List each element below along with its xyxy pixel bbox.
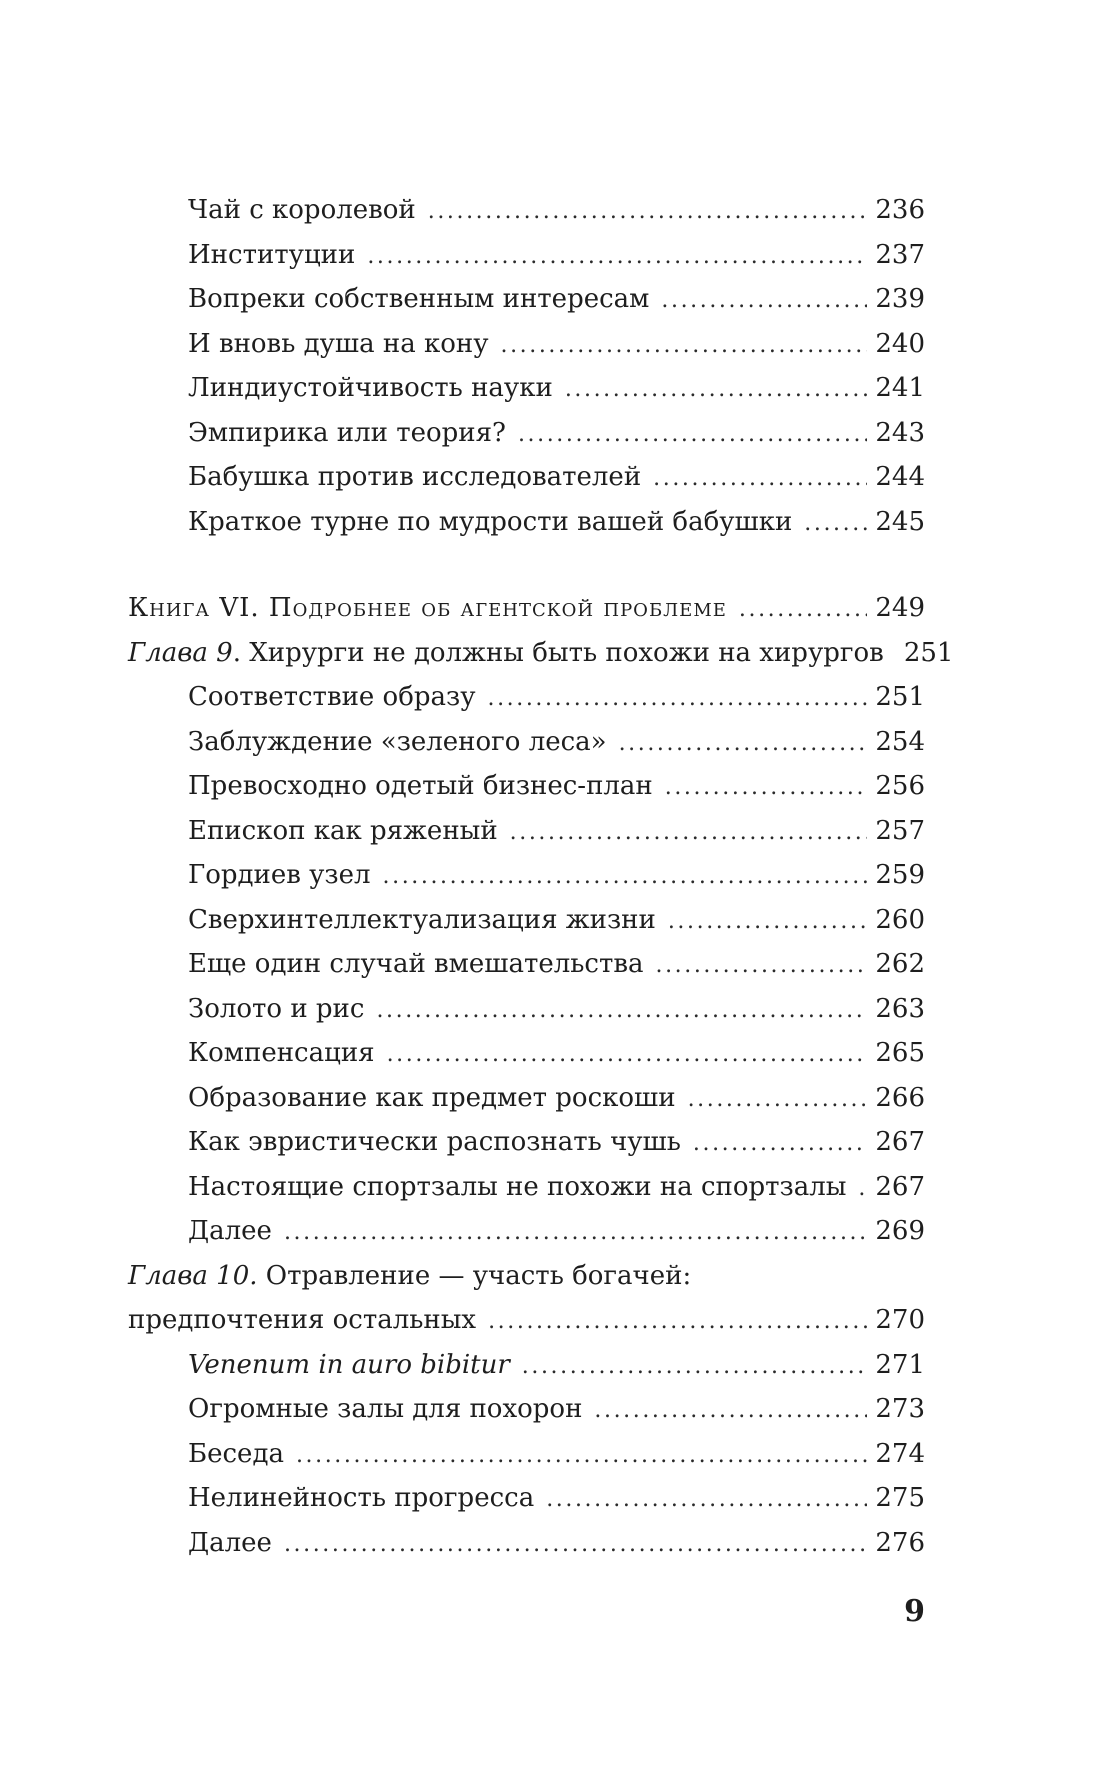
chapter-name: Отравление — участь богачей: (257, 1260, 692, 1291)
toc-entry-page: 254 (875, 726, 925, 757)
toc-entry-page: 241 (875, 373, 925, 403)
toc-chapter-title (128, 631, 884, 676)
chapter-name: . Хирурги не должны быть похожи на хирургов (232, 637, 884, 668)
dot-leader (284, 1211, 867, 1256)
toc-entry (128, 366, 925, 411)
toc-entry-title: Настоящие спортзалы не похожи на спортзалы (188, 1171, 847, 1202)
toc-chapter-title-continued: предпочтения остальных (128, 1305, 477, 1335)
toc-entry (128, 1476, 925, 1521)
dot-leader (501, 324, 868, 369)
toc-entry-title: Огромные залы для похорон (188, 1394, 583, 1424)
dot-leader (804, 502, 867, 547)
dot-leader (488, 677, 868, 722)
dot-leader (594, 1389, 867, 1434)
toc-entry-title: Еще один случай вмешательства (188, 949, 644, 979)
toc-entry (128, 987, 925, 1032)
dot-leader (665, 766, 868, 811)
dot-leader (387, 1033, 868, 1078)
dot-leader (383, 855, 868, 900)
dot-leader (522, 1345, 868, 1390)
toc-entry-title: Епископ как ряженый (188, 815, 498, 846)
toc-entry-page: 256 (875, 771, 925, 801)
toc-entry-title: Образование как предмет роскоши (188, 1082, 676, 1113)
toc-entry-title: Venenum in auro bibitur (188, 1349, 510, 1380)
toc-entry (128, 277, 925, 322)
toc-entry-page: 240 (875, 328, 925, 359)
toc-entry-title: И вновь душа на кону (188, 328, 489, 359)
toc-entry-title: Эмпирика или теория? (188, 417, 506, 448)
toc-entry-title: Беседа (188, 1438, 284, 1469)
toc-entry (128, 411, 925, 456)
toc-entry (128, 500, 925, 545)
dot-leader (661, 279, 867, 324)
toc-entry-page: 263 (875, 993, 925, 1024)
toc-entry (128, 455, 925, 500)
toc-entry (128, 942, 925, 987)
toc-entry-title: Институции (188, 239, 356, 270)
toc-entry-page: 236 (875, 195, 925, 225)
toc-entry-title: Бабушка против исследователей (188, 462, 642, 492)
toc-entry (128, 1387, 925, 1432)
table-of-contents (128, 188, 954, 1565)
dot-leader (693, 1122, 867, 1167)
dot-leader (565, 368, 868, 413)
toc-entry-page: 245 (875, 506, 925, 537)
toc-entry (128, 764, 925, 809)
toc-entry-page: 262 (875, 949, 925, 979)
toc-entry-page: 276 (875, 1527, 925, 1558)
toc-entry (128, 1165, 925, 1210)
toc-entry-title: Нелинейность прогресса (188, 1483, 535, 1513)
toc-entry-title: Линдиустойчивость науки (188, 373, 553, 403)
dot-leader (296, 1434, 867, 1479)
toc-chapter-title (128, 1254, 925, 1299)
dot-leader (428, 190, 868, 235)
toc-entry-page: 237 (875, 239, 925, 270)
dot-leader (739, 588, 867, 633)
toc-entry-page: 251 (875, 682, 925, 712)
toc-entry-page: 244 (875, 462, 925, 492)
toc-entry-page: 259 (875, 860, 925, 890)
toc-entry-title: Далее (188, 1527, 272, 1558)
dot-leader (619, 722, 868, 767)
toc-entry-title: Компенсация (188, 1038, 375, 1068)
toc-entry (128, 1521, 925, 1566)
toc-entry-title: Золото и рис (188, 993, 365, 1024)
toc-entry-title: Чай с королевой (188, 195, 416, 225)
toc-entry (128, 675, 925, 720)
toc-entry-page: 267 (875, 1127, 925, 1157)
chapter-label: Глава 9 (128, 637, 233, 668)
toc-entry-page: 249 (875, 593, 925, 623)
dot-leader (510, 811, 868, 856)
toc-entry-page: 265 (875, 1038, 925, 1068)
toc-entry-page: 275 (875, 1483, 925, 1513)
toc-entry-page: 270 (875, 1305, 925, 1335)
dot-leader (376, 989, 867, 1034)
toc-entry-page: 257 (875, 815, 925, 846)
toc-entry-title: Превосходно одетый бизнес-план (188, 771, 653, 801)
toc-entry (128, 188, 925, 233)
toc-entry-title: Вопреки собственным интересам (188, 284, 650, 314)
toc-chapter (128, 631, 954, 676)
toc-entry (128, 233, 925, 278)
toc-chapter-continued (128, 1298, 925, 1343)
toc-entry (128, 1432, 925, 1477)
toc-entry-title: Соответствие образу (188, 682, 476, 712)
dot-leader (546, 1478, 867, 1523)
toc-entry-title: Краткое турне по мудрости вашей бабушки (188, 506, 793, 537)
toc-entry-title: Гордиев узел (188, 860, 371, 890)
toc-entry-page: 274 (875, 1438, 925, 1469)
toc-entry-title: Заблуждение «зеленого леса» (188, 726, 607, 757)
toc-entry (128, 322, 925, 367)
toc-entry (128, 898, 925, 943)
toc-entry-page: 266 (875, 1082, 925, 1113)
toc-entry (128, 720, 925, 765)
toc-entry-page: 267 (875, 1171, 925, 1202)
toc-entry (128, 1343, 925, 1388)
dot-leader (653, 457, 867, 502)
toc-entry-page: 269 (875, 1216, 925, 1246)
dot-leader (656, 944, 868, 989)
toc-entry-title: Как эвристически распознать чушь (188, 1127, 681, 1157)
toc-entry-title: Далее (188, 1216, 272, 1246)
toc-entry-page: 243 (875, 417, 925, 448)
dot-leader (488, 1300, 867, 1345)
toc-entry-page: 271 (875, 1349, 925, 1380)
dot-leader (518, 413, 867, 458)
toc-entry (128, 1076, 925, 1121)
chapter-label: Глава 10. (128, 1260, 258, 1291)
dot-leader (668, 900, 868, 945)
toc-entry-page: 273 (875, 1394, 925, 1424)
toc-entry-title: Сверхинтеллектуализация жизни (188, 904, 656, 935)
toc-chapter (128, 1254, 925, 1299)
toc-entry (128, 809, 925, 854)
dot-leader (284, 1523, 867, 1568)
toc-entry (128, 853, 925, 898)
toc-entry (128, 1120, 925, 1165)
dot-leader (858, 1167, 867, 1212)
toc-entry (128, 1209, 925, 1254)
toc-entry-page: 239 (875, 284, 925, 314)
toc-book-heading (128, 586, 925, 631)
dot-leader (367, 235, 867, 280)
toc-entry-page: 251 (903, 637, 954, 668)
toc-entry (128, 1031, 925, 1076)
dot-leader (688, 1078, 868, 1123)
toc-entry-page: 260 (875, 904, 925, 935)
page-number: 9 (904, 1594, 925, 1629)
toc-book-title: Книга VI. Подробнее об агентской проблеме (128, 593, 727, 623)
